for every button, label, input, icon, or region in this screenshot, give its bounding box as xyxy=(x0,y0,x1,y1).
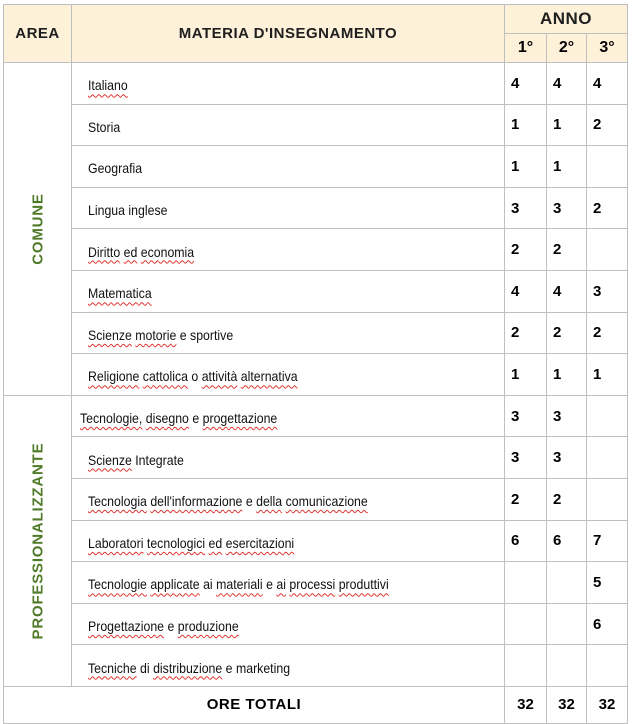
subject-word: applicate xyxy=(150,576,200,593)
subject-word: dell'informazione xyxy=(150,493,243,510)
hours-year-1: 2 xyxy=(505,478,547,520)
hours-year-2: 6 xyxy=(547,520,587,562)
subject-word: di xyxy=(136,659,154,676)
area-comune xyxy=(4,63,72,396)
subject-label xyxy=(88,493,368,509)
subject-word: ai xyxy=(199,576,217,593)
hours-year-1: 4 xyxy=(505,63,547,105)
total-label: ORE TOTALI xyxy=(4,686,505,723)
subject-word: Scienze xyxy=(88,451,132,468)
subject-word: Lingua inglese xyxy=(88,202,168,219)
subject-word: comunicazione xyxy=(285,493,368,510)
table-row xyxy=(4,187,628,229)
header-row xyxy=(4,5,628,34)
subject-word: Integrate xyxy=(131,451,184,468)
hours-year-2: 2 xyxy=(547,478,587,520)
area-label: PROFESSIONALIZZANTE xyxy=(29,442,46,640)
subject-word: economia xyxy=(140,243,195,260)
subject-word: Religione xyxy=(88,368,140,385)
subject-word: disegno xyxy=(145,410,189,427)
subject-word: e sportive xyxy=(176,326,234,343)
subject-word: e xyxy=(188,410,203,427)
hours-year-3 xyxy=(587,395,628,437)
table-row xyxy=(4,562,628,604)
subject-word: Tecniche xyxy=(88,659,137,676)
subject-cell xyxy=(72,270,505,312)
subject-word: Italiano xyxy=(88,77,128,94)
subject-label xyxy=(88,368,298,384)
hours-year-2 xyxy=(547,603,587,645)
subject-cell xyxy=(72,645,505,687)
hours-year-3: 2 xyxy=(587,104,628,146)
hours-year-2: 2 xyxy=(547,312,587,354)
subject-word: e xyxy=(242,493,257,510)
subject-label xyxy=(88,160,142,176)
subject-label xyxy=(88,244,194,260)
table-row xyxy=(4,354,628,396)
hours-year-2: 2 xyxy=(547,229,587,271)
subject-word: motorie xyxy=(135,326,177,343)
hours-year-3: 3 xyxy=(587,270,628,312)
subject-word: Tecnologie xyxy=(88,576,147,593)
subject-word: processi xyxy=(289,576,336,593)
table-row xyxy=(4,395,628,437)
table-row xyxy=(4,63,628,105)
subject-cell xyxy=(72,187,505,229)
subject-word: Laboratori xyxy=(88,534,144,551)
subject-word: e marketing xyxy=(222,659,291,676)
subject-cell xyxy=(72,312,505,354)
area-header: AREA xyxy=(4,5,72,63)
subject-label xyxy=(88,202,167,218)
subject-cell xyxy=(72,63,505,105)
subject-word: produzione xyxy=(177,618,239,635)
subject-cell xyxy=(72,562,505,604)
subject-label xyxy=(88,327,233,343)
subject-word: ed xyxy=(123,243,138,260)
subject-word: materiali xyxy=(216,576,263,593)
table-row xyxy=(4,603,628,645)
subject-word: ed xyxy=(208,534,223,551)
subject-word: e xyxy=(262,576,277,593)
hours-year-2: 1 xyxy=(547,146,587,188)
subject-word: attività xyxy=(201,368,238,385)
total-row xyxy=(4,686,628,723)
subject-word: Geografia xyxy=(88,160,143,177)
subject-word: Progettazione xyxy=(88,618,165,635)
hours-year-1 xyxy=(505,562,547,604)
area-label: COMUNE xyxy=(29,193,46,265)
hours-year-2: 4 xyxy=(547,63,587,105)
subject-cell xyxy=(72,395,505,437)
hours-year-3 xyxy=(587,645,628,687)
hours-year-3: 2 xyxy=(587,187,628,229)
hours-year-1: 1 xyxy=(505,104,547,146)
hours-year-2: 3 xyxy=(547,187,587,229)
subject-label xyxy=(88,452,184,468)
hours-year-2 xyxy=(547,645,587,687)
table-row xyxy=(4,520,628,562)
hours-year-3: 4 xyxy=(587,63,628,105)
subject-word: alternativa xyxy=(240,368,298,385)
hours-year-1: 1 xyxy=(505,354,547,396)
total-year-3: 32 xyxy=(587,686,628,723)
subject-label xyxy=(88,660,290,676)
subject-label xyxy=(88,576,389,592)
subject-word: e xyxy=(164,618,178,635)
subject-header: MATERIA D'INSEGNAMENTO xyxy=(72,5,505,63)
subject-cell xyxy=(72,603,505,645)
subject-label xyxy=(88,285,152,301)
subject-word: tecnologici xyxy=(146,534,206,551)
hours-year-3: 2 xyxy=(587,312,628,354)
subject-cell xyxy=(72,520,505,562)
table-body xyxy=(4,5,628,724)
hours-year-3 xyxy=(587,478,628,520)
hours-year-1: 2 xyxy=(505,229,547,271)
area-professionalizzante xyxy=(4,395,72,686)
subject-word: cattolica xyxy=(142,368,188,385)
subject-label xyxy=(88,535,294,551)
hours-year-3 xyxy=(587,146,628,188)
subject-word: esercitazioni xyxy=(225,534,295,551)
subject-word: Diritto xyxy=(88,243,121,260)
subject-label xyxy=(88,119,120,135)
subject-word: Tecnologia xyxy=(88,493,147,510)
subject-cell xyxy=(72,478,505,520)
subject-word: Tecnologie, xyxy=(80,410,143,427)
hours-year-1: 3 xyxy=(505,395,547,437)
hours-year-2: 4 xyxy=(547,270,587,312)
table-row xyxy=(4,645,628,687)
subject-word: Storia xyxy=(88,118,121,135)
subject-cell xyxy=(72,354,505,396)
year-2: 2° xyxy=(547,34,587,63)
subject-label xyxy=(88,618,239,634)
hours-year-1: 6 xyxy=(505,520,547,562)
hours-year-1 xyxy=(505,645,547,687)
hours-year-1: 4 xyxy=(505,270,547,312)
subject-word: progettazione xyxy=(202,410,278,427)
table-row xyxy=(4,478,628,520)
hours-year-2: 3 xyxy=(547,437,587,479)
subject-label xyxy=(80,410,277,426)
subject-word: Scienze xyxy=(88,326,132,343)
hours-year-1: 3 xyxy=(505,187,547,229)
subject-word: produttivi xyxy=(338,576,389,593)
subject-word: Matematica xyxy=(88,285,152,302)
hours-year-3: 5 xyxy=(587,562,628,604)
hours-year-3 xyxy=(587,229,628,271)
table-row xyxy=(4,437,628,479)
year-header: ANNO xyxy=(505,5,628,34)
year-3: 3° xyxy=(587,34,628,63)
year-1: 1° xyxy=(505,34,547,63)
subject-label xyxy=(88,77,128,93)
hours-year-2: 1 xyxy=(547,354,587,396)
hours-year-1: 2 xyxy=(505,312,547,354)
table-row xyxy=(4,270,628,312)
subject-cell xyxy=(72,437,505,479)
hours-year-2: 3 xyxy=(547,395,587,437)
subject-word: della xyxy=(256,493,283,510)
hours-year-1: 3 xyxy=(505,437,547,479)
table-row xyxy=(4,229,628,271)
curriculum-table xyxy=(3,4,628,724)
hours-year-2: 1 xyxy=(547,104,587,146)
total-year-2: 32 xyxy=(547,686,587,723)
table-row xyxy=(4,312,628,354)
hours-year-2 xyxy=(547,562,587,604)
subject-cell xyxy=(72,104,505,146)
hours-year-3: 7 xyxy=(587,520,628,562)
subject-word: o xyxy=(187,368,202,385)
hours-year-3: 6 xyxy=(587,603,628,645)
subject-word: distribuzione xyxy=(153,659,223,676)
subject-cell xyxy=(72,229,505,271)
total-year-1: 32 xyxy=(505,686,547,723)
hours-year-1 xyxy=(505,603,547,645)
hours-year-3: 1 xyxy=(587,354,628,396)
hours-year-1: 1 xyxy=(505,146,547,188)
subject-word: ai xyxy=(276,576,286,593)
subject-cell xyxy=(72,146,505,188)
table-row xyxy=(4,104,628,146)
hours-year-3 xyxy=(587,437,628,479)
table-row xyxy=(4,146,628,188)
